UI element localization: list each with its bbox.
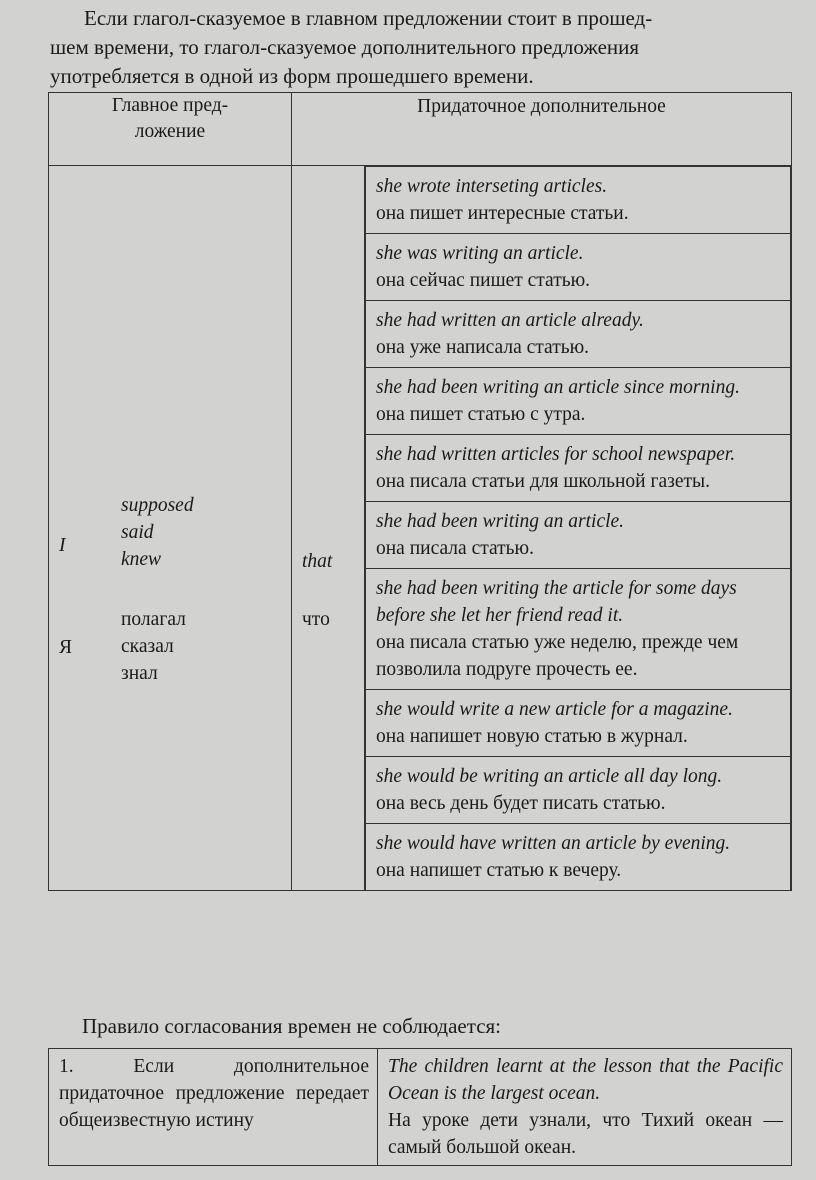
table-header-row xyxy=(49,93,792,166)
header-main-clause: Главное пред-ложение xyxy=(49,93,292,166)
conjunction-en: that xyxy=(302,551,333,572)
row-en: she would have written an article by evening. xyxy=(376,833,731,854)
row-en: she would be writing an article all day long. xyxy=(376,766,723,787)
verb-ru-said: сказал xyxy=(121,636,174,657)
intro-line-3: употребляется в одной из форм прошедшего времени. xyxy=(50,64,534,88)
verb-ru-knew: знал xyxy=(121,663,158,684)
exception-example xyxy=(378,1049,792,1166)
list-item xyxy=(366,234,791,301)
row-en: she had written an article already. xyxy=(376,310,644,331)
verb-en-said: said xyxy=(121,522,154,543)
conjunction-cell xyxy=(292,166,365,891)
list-item xyxy=(366,167,791,234)
verb-en-supposed: supposed xyxy=(121,495,194,516)
subordinate-clause-cell xyxy=(365,166,792,891)
row-ru: она пишет статью с утра. xyxy=(376,404,586,425)
conjunction-ru: что xyxy=(302,609,330,630)
list-item xyxy=(366,301,791,368)
example-en: The children learnt at the lesson that the Pacific Ocean is the largest ocean. xyxy=(388,1056,783,1104)
list-item xyxy=(366,502,791,569)
list-item xyxy=(366,368,791,435)
row-ru: она весь день будет писать статью. xyxy=(376,793,666,814)
row-ru: она писала статью. xyxy=(376,538,534,559)
row-en: she wrote interseting articles. xyxy=(376,176,608,197)
row-en: she was writing an article. xyxy=(376,243,584,264)
row-ru: она уже написала статью. xyxy=(376,337,590,358)
row-ru: она писала статьи для школьной газеты. xyxy=(376,471,710,492)
list-item xyxy=(366,435,791,502)
row-en: she had been writing an article since morning. xyxy=(376,377,740,398)
row-en: she had been writing an article. xyxy=(376,511,625,532)
verb-ru-supposed: полагал xyxy=(121,609,186,630)
subject-ru: Я xyxy=(59,637,73,658)
row-en: she had written articles for school newspaper. xyxy=(376,444,736,465)
row-ru: она сейчас пишет статью. xyxy=(376,270,591,291)
row-ru: она пишет интересные статьи. xyxy=(376,203,629,224)
exception-table xyxy=(48,1048,792,1166)
example-ru: На уроке дети узнали, что Тихий океан — самый большой океан. xyxy=(388,1110,783,1158)
row-ru: она напишет статью к вечеру. xyxy=(376,860,622,881)
row-ru: она напишет новую статью в журнал. xyxy=(376,726,688,747)
exception-row xyxy=(49,1049,792,1166)
table-body-row xyxy=(49,166,792,891)
subordinate-list xyxy=(365,166,791,890)
row-ru: она писала статью уже неделю, прежде чем позволила подруге прочесть ее. xyxy=(376,632,739,680)
verb-en-knew: knew xyxy=(121,549,162,570)
intro-paragraph xyxy=(50,4,795,91)
intro-line-2: шем времени, то глагол-сказуемое дополнительного предложения xyxy=(50,35,640,59)
row-en: she had been writing the article for some days before she let her friend read it. xyxy=(376,578,737,626)
header-subordinate-clause: Придаточное дополнительное xyxy=(292,93,792,166)
list-item xyxy=(366,757,791,824)
sequence-of-tenses-table xyxy=(48,92,792,891)
list-item xyxy=(366,824,791,891)
intro-line-1: Если глагол-сказуемое в главном предложении стоит в прошед- xyxy=(84,6,653,30)
list-item xyxy=(366,690,791,757)
rule-heading: Правило согласования времен не соблюдается: xyxy=(82,1014,502,1038)
list-item xyxy=(366,569,791,690)
exception-condition: 1. Если дополнительное придаточное предложение передает общеизвестную истину xyxy=(49,1049,378,1166)
row-en: she would write a new article for a magazine. xyxy=(376,699,733,720)
main-clause-cell xyxy=(49,166,292,891)
subject-en: I xyxy=(59,535,66,556)
